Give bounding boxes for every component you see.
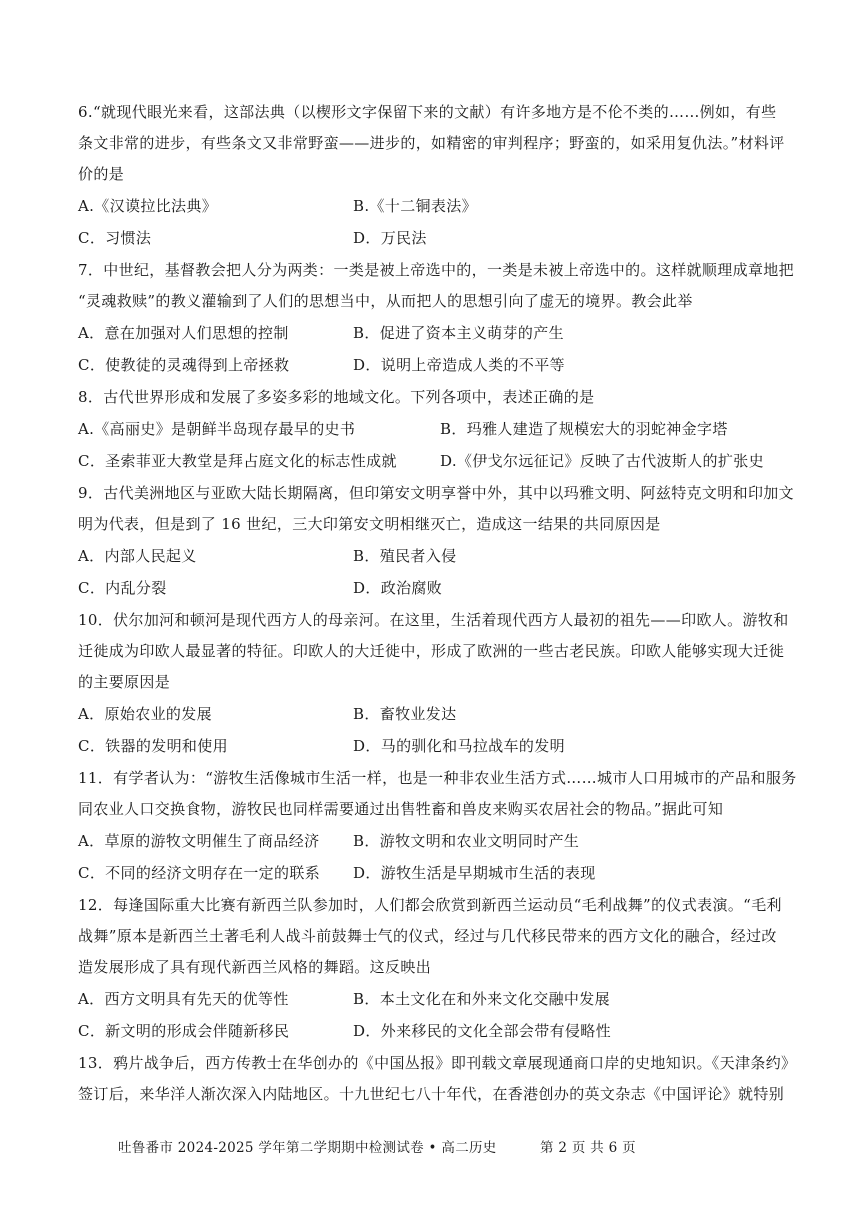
- option-a: A．原始农业的发展: [78, 705, 212, 723]
- question-stem-line: 战舞”原本是新西兰土著毛利人战斗前鼓舞士气的仪式，经过与几代移民带来的西方文化的融合，经过改: [78, 927, 777, 945]
- question-stem-line: 6.“就现代眼光来看，这部法典（以楔形文字保留下来的文献）有许多地方是不伦不类的……例如，有些: [78, 103, 777, 121]
- option-d: D．万民法: [353, 229, 427, 247]
- option-c: C．习惯法: [78, 229, 152, 247]
- option-c: C．铁器的发明和使用: [78, 737, 228, 755]
- question-stem-line: 造发展形成了具有现代新西兰风格的舞蹈。这反映出: [78, 958, 432, 976]
- option-b: B．本土文化在和外来文化交融中发展: [353, 990, 610, 1008]
- option-c: C．内乱分裂: [78, 579, 167, 597]
- option-c: C．不同的经济文明存在一定的联系: [78, 864, 321, 882]
- option-d: D．政治腐败: [353, 579, 443, 597]
- option-d: D．说明上帝造成人类的不平等: [353, 356, 565, 374]
- option-b: B．促进了资本主义萌芽的产生: [353, 324, 564, 342]
- question-stem-line: “灵魂救赎”的教义灌输到了人们的思想当中，从而把人的思想引向了虚无的境界。教会此举: [78, 292, 693, 310]
- question-stem-line: 9．古代美洲地区与亚欧大陆长期隔离，但印第安文明享誉中外，其中以玛雅文明、阿兹特克文明和印加文: [78, 484, 794, 502]
- question-stem-line: 明为代表，但是到了 16 世纪，三大印第安文明相继灭亡，造成这一结果的共同原因是: [78, 515, 661, 533]
- option-b: B.《十二铜表法》: [353, 197, 477, 215]
- option-d: D.《伊戈尔远征记》反映了古代波斯人的扩张史: [440, 452, 764, 470]
- option-c: C．新文明的形成会伴随新移民: [78, 1022, 290, 1040]
- question-stem-line: 13．鸦片战争后，西方传教士在华创办的《中国丛报》即刊载文章展现通商口岸的史地知识。《天津条约》: [78, 1054, 797, 1072]
- footer-page-number: 第 2 页 共 6 页: [540, 1140, 636, 1156]
- option-b: B．玛雅人建造了规模宏大的羽蛇神金字塔: [440, 420, 728, 438]
- question-stem-line: 条文非常的进步，有些条文又非常野蛮——进步的，如精密的审判程序；野蛮的，如采用复仇法。”材料评: [78, 134, 785, 152]
- question-stem-line: 7．中世纪，基督教会把人分为两类：一类是被上帝选中的，一类是未被上帝选中的。这样就顺理成章地把: [78, 261, 794, 279]
- option-b: B．畜牧业发达: [353, 705, 457, 723]
- option-c: C．使教徒的灵魂得到上帝拯救: [78, 356, 290, 374]
- question-stem-line: 同农业人口交换食物，游牧民也同样需要通过出售牲畜和兽皮来购买农居社会的物品。”据此可知: [78, 800, 724, 818]
- question-stem-line: 迁徙成为印欧人最显著的特征。印欧人的大迁徙中，形成了欧洲的一些古老民族。印欧人能够实现大迁徙: [78, 642, 785, 660]
- option-a: A.《汉谟拉比法典》: [78, 197, 218, 215]
- question-stem-line: 8．古代世界形成和发展了多姿多彩的地域文化。下列各项中，表述正确的是: [78, 388, 595, 406]
- question-stem-line: 的主要原因是: [78, 673, 171, 691]
- question-stem-line: 签订后，来华洋人渐次深入内陆地区。十九世纪七八十年代，在香港创办的英文杂志《中国评论》就特别: [78, 1085, 785, 1103]
- question-stem-line: 11．有学者认为：“游牧生活像城市生活一样，也是一种非农业生活方式……城市人口用城市的产品和服务: [78, 769, 797, 787]
- question-stem-line: 10．伏尔加河和顿河是现代西方人的母亲河。在这里，生活着现代西方人最初的祖先——印欧人。游牧和: [78, 611, 789, 629]
- question-stem-line: 12．每逢国际重大比赛有新西兰队参加时，人们都会欣赏到新西兰运动员“毛利战舞”的仪式表演。“毛利: [78, 896, 782, 914]
- option-a: A．西方文明具有先天的优等性: [78, 990, 289, 1008]
- option-d: D．外来移民的文化全部会带有侵略性: [353, 1022, 611, 1040]
- option-d: D．游牧生活是早期城市生活的表现: [353, 864, 596, 882]
- option-c: C．圣索菲亚大教堂是拜占庭文化的标志性成就: [78, 452, 397, 470]
- option-b: B．殖民者入侵: [353, 547, 457, 565]
- option-b: B．游牧文明和农业文明同时产生: [353, 832, 580, 850]
- question-stem-line: 价的是: [78, 165, 125, 183]
- footer-exam-title: 吐鲁番市 2024-2025 学年第二学期期中检测试卷 • 高二历史: [118, 1140, 497, 1156]
- option-a: A.《高丽史》是朝鲜半岛现存最早的史书: [78, 420, 356, 438]
- option-d: D．马的驯化和马拉战车的发明: [353, 737, 565, 755]
- option-a: A．内部人民起义: [78, 547, 197, 565]
- option-a: A．意在加强对人们思想的控制: [78, 324, 289, 342]
- option-a: A．草原的游牧文明催生了商品经济: [78, 832, 320, 850]
